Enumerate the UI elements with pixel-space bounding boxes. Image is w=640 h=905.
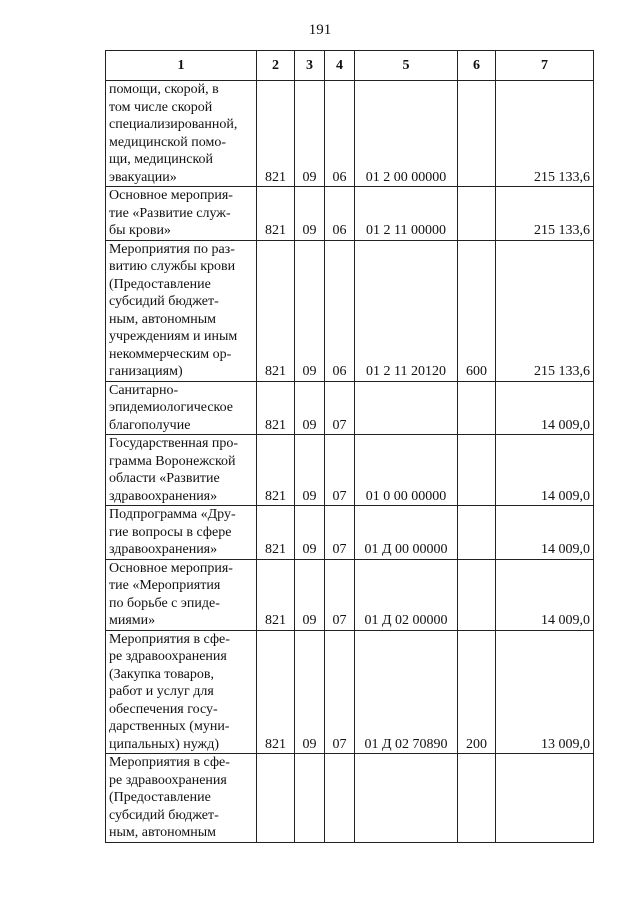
row-name-cell <box>106 81 257 187</box>
amount-cell: 14 009,0 <box>496 435 594 506</box>
subsection-code-cell: 07 <box>325 435 355 506</box>
row-name-line: ным, автономным <box>109 311 217 327</box>
row-name-line: (Закупка товаров, <box>109 666 214 682</box>
expense-type-cell <box>458 754 496 843</box>
row-name-line: Мероприятия в сфе- <box>109 631 230 647</box>
admin-code-cell: 821 <box>257 630 295 754</box>
row-name-line: щи, медицинской <box>109 152 214 167</box>
row-name-line: ре здравоохранения <box>109 772 227 788</box>
row-name-line: (Предоставление <box>109 790 211 805</box>
expense-type-cell <box>458 435 496 506</box>
target-article-cell: 01 0 00 00000 <box>355 435 458 506</box>
section-code-cell: 09 <box>295 506 325 560</box>
expense-type-cell <box>458 506 496 560</box>
row-name-cell <box>106 381 257 435</box>
row-name-line: (Предоставление <box>109 276 211 292</box>
row-name-line: медицинской помо- <box>109 134 227 150</box>
section-code-cell: 09 <box>295 81 325 187</box>
row-name-line: ре здравоохранения <box>109 649 227 664</box>
table-row <box>106 381 594 435</box>
amount-cell: 215 133,6 <box>496 187 594 241</box>
target-article-cell <box>355 381 458 435</box>
table-row <box>106 630 594 754</box>
row-name-line: Мероприятия в сфе- <box>109 755 230 770</box>
row-name-line: некоммерческим ор- <box>109 346 232 362</box>
header-col-5: 5 <box>355 51 458 81</box>
header-col-7: 7 <box>496 51 594 81</box>
row-name-line: Мероприятия по раз- <box>109 241 235 257</box>
amount-cell: 14 009,0 <box>496 559 594 630</box>
expense-type-cell <box>458 187 496 241</box>
row-name-cell <box>106 506 257 560</box>
section-code-cell: 09 <box>295 187 325 241</box>
subsection-code-cell: 07 <box>325 630 355 754</box>
row-name-line: ганизациям) <box>109 364 183 379</box>
target-article-cell <box>355 754 458 843</box>
row-name-line: миями» <box>109 613 156 628</box>
target-article-cell: 01 2 00 00000 <box>355 81 458 187</box>
row-name-line: Основное мероприя- <box>109 560 233 576</box>
table-row <box>106 435 594 506</box>
target-article-cell: 01 2 11 20120 <box>355 240 458 381</box>
row-name-cell <box>106 754 257 843</box>
row-name-line: работ и услуг для <box>109 684 214 699</box>
row-name-line: ципальных) нужд) <box>109 736 220 752</box>
budget-table <box>105 50 594 843</box>
amount-cell: 13 009,0 <box>496 630 594 754</box>
table-row <box>106 754 594 843</box>
section-code-cell: 09 <box>295 559 325 630</box>
table-row <box>106 559 594 630</box>
subsection-code-cell: 07 <box>325 381 355 435</box>
subsection-code-cell <box>325 754 355 843</box>
section-code-cell: 09 <box>295 240 325 381</box>
expense-type-cell: 600 <box>458 240 496 381</box>
admin-code-cell <box>257 754 295 843</box>
row-name-line: благополучие <box>109 417 191 433</box>
row-name-line: субсидий бюджет- <box>109 807 219 823</box>
section-code-cell: 09 <box>295 630 325 754</box>
row-name-line: Государственная про- <box>109 436 239 451</box>
row-name-line: ным, автономным <box>109 825 217 840</box>
row-name-line: специализированной, <box>109 117 238 132</box>
row-name-cell <box>106 240 257 381</box>
header-col-4: 4 <box>325 51 355 81</box>
admin-code-cell: 821 <box>257 240 295 381</box>
row-name-line: грамма Воронежской <box>109 453 236 469</box>
amount-cell: 215 133,6 <box>496 81 594 187</box>
header-col-1: 1 <box>106 51 257 81</box>
row-name-line: субсидий бюджет- <box>109 294 219 309</box>
row-name-line: здравоохранения» <box>109 542 218 557</box>
admin-code-cell: 821 <box>257 435 295 506</box>
expense-type-cell <box>458 81 496 187</box>
target-article-cell: 01 Д 00 00000 <box>355 506 458 560</box>
expense-type-cell <box>458 559 496 630</box>
page-number: 191 <box>308 22 332 38</box>
subsection-code-cell: 06 <box>325 240 355 381</box>
row-name-line: дарственных (муни- <box>109 719 230 734</box>
header-col-6: 6 <box>458 51 496 81</box>
target-article-cell: 01 Д 02 00000 <box>355 559 458 630</box>
row-name-line: области «Развитие <box>109 471 220 486</box>
header-col-3: 3 <box>295 51 325 81</box>
row-name-line: тие «Мероприятия <box>109 578 221 593</box>
row-name-line: Основное мероприя- <box>109 188 233 203</box>
table-row <box>106 240 594 381</box>
row-name-line: учреждениям и иным <box>109 329 238 344</box>
subsection-code-cell: 07 <box>325 506 355 560</box>
row-name-line: эвакуации» <box>109 169 177 185</box>
target-article-cell: 01 Д 02 70890 <box>355 630 458 754</box>
row-name-line: Подпрограмма «Дру- <box>109 507 236 522</box>
amount-cell <box>496 754 594 843</box>
admin-code-cell: 821 <box>257 559 295 630</box>
row-name-line: здравоохранения» <box>109 488 218 504</box>
subsection-code-cell: 07 <box>325 559 355 630</box>
expense-type-cell: 200 <box>458 630 496 754</box>
row-name-cell <box>106 559 257 630</box>
admin-code-cell: 821 <box>257 81 295 187</box>
row-name-line: эпидемиологическое <box>109 400 234 415</box>
row-name-line: витию службы крови <box>109 259 236 274</box>
row-name-line: по борьбе с эпиде- <box>109 595 220 611</box>
subsection-code-cell: 06 <box>325 187 355 241</box>
table-row <box>106 81 594 187</box>
row-name-line: помощи, скорой, в <box>109 82 219 97</box>
row-name-cell <box>106 435 257 506</box>
admin-code-cell: 821 <box>257 187 295 241</box>
admin-code-cell: 821 <box>257 506 295 560</box>
expense-type-cell <box>458 381 496 435</box>
row-name-line: обеспечения госу- <box>109 701 218 717</box>
amount-cell: 14 009,0 <box>496 506 594 560</box>
row-name-line: бы крови» <box>109 223 171 238</box>
amount-cell: 14 009,0 <box>496 381 594 435</box>
table-body <box>106 81 594 843</box>
header-row <box>106 51 594 81</box>
admin-code-cell: 821 <box>257 381 295 435</box>
row-name-line: гие вопросы в сфере <box>109 524 232 540</box>
row-name-line: Санитарно- <box>109 382 179 398</box>
row-name-cell <box>106 630 257 754</box>
section-code-cell: 09 <box>295 381 325 435</box>
header-col-2: 2 <box>257 51 295 81</box>
row-name-line: тие «Развитие служ- <box>109 205 231 221</box>
section-code-cell <box>295 754 325 843</box>
subsection-code-cell: 06 <box>325 81 355 187</box>
target-article-cell: 01 2 11 00000 <box>355 187 458 241</box>
row-name-cell <box>106 187 257 241</box>
section-code-cell: 09 <box>295 435 325 506</box>
table-row <box>106 187 594 241</box>
table-row <box>106 506 594 560</box>
amount-cell: 215 133,6 <box>496 240 594 381</box>
row-name-line: том числе скорой <box>109 99 213 115</box>
